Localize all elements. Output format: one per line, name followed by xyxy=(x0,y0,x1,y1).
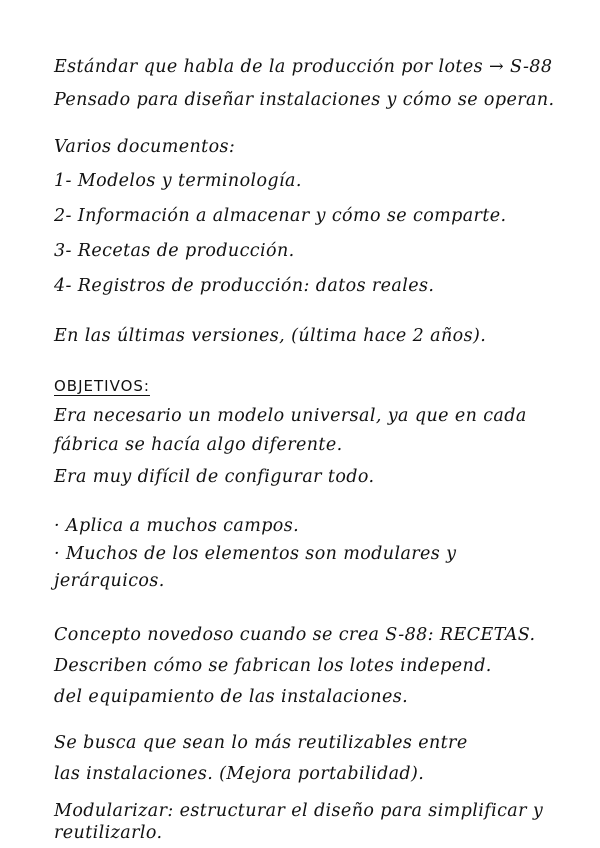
bullet-item-2-cont: jerárquicos. xyxy=(54,571,165,591)
modularity-line-1: Modularizar: estructurar el diseño para simplificar y xyxy=(54,801,544,821)
reuse-line-1: Se busca que sean lo más reutilizables entre xyxy=(54,733,468,753)
concept-line-1: Concepto novedoso cuando se crea S-88: RECETAS. xyxy=(54,625,536,645)
bullet-item-1: · Aplica a muchos campos. xyxy=(54,516,300,536)
objectives-line-1: Era necesario un modelo universal, ya que en cada xyxy=(54,406,527,426)
intro-line-1: Estándar que habla de la producción por lotes → S-88 xyxy=(54,57,553,77)
versions-note: En las últimas versiones, (última hace 2 años). xyxy=(54,326,487,346)
docs-item-4: 4- Registros de producción: datos reales. xyxy=(54,276,435,296)
modularity-line-2: reutilizarlo. xyxy=(54,823,163,843)
objectives-line-2: fábrica se hacía algo diferente. xyxy=(54,435,343,455)
concept-line-2: Describen cómo se fabrican los lotes independ. xyxy=(54,656,492,676)
concept-line-3: del equipamiento de las instalaciones. xyxy=(54,687,409,707)
intro-line-2: Pensado para diseñar instalaciones y cómo se operan. xyxy=(54,90,555,110)
docs-item-1: 1- Modelos y terminología. xyxy=(54,171,302,191)
objectives-line-3: Era muy difícil de configurar todo. xyxy=(54,467,375,487)
docs-item-3: 3- Recetas de producción. xyxy=(54,241,295,261)
objectives-heading: OBJETIVOS: xyxy=(54,377,150,395)
docs-title: Varios documentos: xyxy=(54,137,236,157)
docs-item-2: 2- Información a almacenar y cómo se comparte. xyxy=(54,206,507,226)
bullet-item-2: · Muchos de los elementos son modulares y xyxy=(54,544,457,564)
reuse-line-2: las instalaciones. (Mejora portabilidad). xyxy=(54,764,425,784)
